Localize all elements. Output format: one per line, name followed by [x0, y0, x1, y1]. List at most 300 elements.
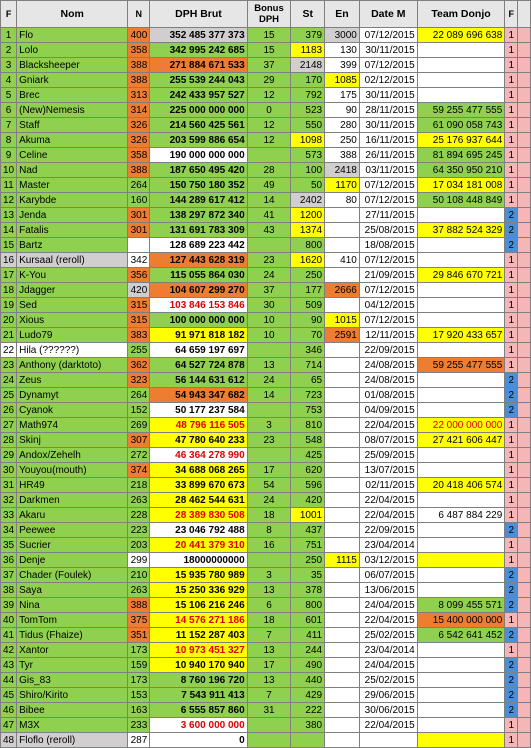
- cell-dph-brut[interactable]: 8 760 196 720: [150, 673, 247, 688]
- cell-team-donjon[interactable]: [417, 253, 505, 268]
- cell-team-donjon[interactable]: 61 090 058 743: [417, 118, 505, 133]
- cell-date[interactable]: 02/11/2015: [359, 478, 417, 493]
- cell-dph-brut[interactable]: 150 750 180 352: [150, 178, 247, 193]
- cell-date[interactable]: 07/12/2015: [359, 28, 417, 43]
- cell-st[interactable]: 244: [291, 643, 325, 658]
- cell-dph-brut[interactable]: 127 443 628 319: [150, 253, 247, 268]
- cell-name[interactable]: Ludo79: [17, 328, 128, 343]
- cell-en[interactable]: 250: [325, 133, 360, 148]
- cell-bonus-dph[interactable]: 14: [247, 193, 291, 208]
- cell-en[interactable]: 280: [325, 118, 360, 133]
- cell-rank[interactable]: 11: [1, 178, 17, 193]
- cell-team-donjon[interactable]: [417, 448, 505, 463]
- cell-faction[interactable]: 2: [505, 673, 518, 688]
- cell-level[interactable]: 163: [128, 703, 150, 718]
- cell-faction[interactable]: 1: [505, 163, 518, 178]
- cell-dph-brut[interactable]: 11 152 287 403: [150, 628, 247, 643]
- cell-date[interactable]: 24/08/2015: [359, 358, 417, 373]
- cell-date[interactable]: 25/02/2015: [359, 673, 417, 688]
- cell-name[interactable]: K-You: [17, 268, 128, 283]
- cell-rank[interactable]: 17: [1, 268, 17, 283]
- cell-faction[interactable]: 1: [505, 73, 518, 88]
- cell-level[interactable]: 374: [128, 463, 150, 478]
- cell-name[interactable]: Karybde: [17, 193, 128, 208]
- cell-st[interactable]: 379: [291, 28, 325, 43]
- cell-level[interactable]: 326: [128, 118, 150, 133]
- cell-level[interactable]: 272: [128, 448, 150, 463]
- cell-en[interactable]: [325, 238, 360, 253]
- cell-team-donjon[interactable]: 20 418 406 574: [417, 478, 505, 493]
- cell-st[interactable]: 1001: [291, 508, 325, 523]
- cell-rank[interactable]: 21: [1, 328, 17, 343]
- cell-team-donjon[interactable]: [417, 343, 505, 358]
- cell-rank[interactable]: 26: [1, 403, 17, 418]
- cell-extra[interactable]: [518, 268, 531, 283]
- cell-name[interactable]: Gis_83: [17, 673, 128, 688]
- cell-faction[interactable]: 1: [505, 283, 518, 298]
- cell-en[interactable]: [325, 403, 360, 418]
- cell-faction[interactable]: 2: [505, 598, 518, 613]
- cell-st[interactable]: 440: [291, 673, 325, 688]
- cell-name[interactable]: Jenda: [17, 208, 128, 223]
- cell-bonus-dph[interactable]: 29: [247, 73, 291, 88]
- cell-team-donjon[interactable]: [417, 403, 505, 418]
- cell-extra[interactable]: [518, 313, 531, 328]
- cell-st[interactable]: 800: [291, 238, 325, 253]
- cell-dph-brut[interactable]: 10 940 170 940: [150, 658, 247, 673]
- cell-faction[interactable]: 2: [505, 568, 518, 583]
- cell-team-donjon[interactable]: 29 846 670 721: [417, 268, 505, 283]
- cell-date[interactable]: 24/04/2015: [359, 598, 417, 613]
- cell-faction[interactable]: 1: [505, 718, 518, 733]
- cell-level[interactable]: 315: [128, 298, 150, 313]
- cell-extra[interactable]: [518, 73, 531, 88]
- cell-st[interactable]: 1620: [291, 253, 325, 268]
- cell-dph-brut[interactable]: 54 943 347 682: [150, 388, 247, 403]
- col-header-date[interactable]: Date M: [359, 1, 417, 28]
- cell-faction[interactable]: 1: [505, 298, 518, 313]
- cell-team-donjon[interactable]: [417, 313, 505, 328]
- cell-extra[interactable]: [518, 688, 531, 703]
- cell-en[interactable]: [325, 508, 360, 523]
- cell-date[interactable]: 22/04/2015: [359, 718, 417, 733]
- cell-st[interactable]: 250: [291, 268, 325, 283]
- cell-extra[interactable]: [518, 283, 531, 298]
- cell-extra[interactable]: [518, 613, 531, 628]
- cell-bonus-dph[interactable]: 18: [247, 613, 291, 628]
- cell-team-donjon[interactable]: [417, 673, 505, 688]
- cell-dph-brut[interactable]: 128 689 223 442: [150, 238, 247, 253]
- cell-rank[interactable]: 31: [1, 478, 17, 493]
- cell-bonus-dph[interactable]: [247, 343, 291, 358]
- cell-name[interactable]: (New)Nemesis: [17, 103, 128, 118]
- cell-bonus-dph[interactable]: 43: [247, 223, 291, 238]
- cell-rank[interactable]: 14: [1, 223, 17, 238]
- cell-faction[interactable]: 2: [505, 403, 518, 418]
- cell-date[interactable]: 03/12/2015: [359, 553, 417, 568]
- cell-faction[interactable]: 1: [505, 448, 518, 463]
- cell-name[interactable]: HR49: [17, 478, 128, 493]
- cell-date[interactable]: 30/06/2015: [359, 703, 417, 718]
- cell-faction[interactable]: 1: [505, 538, 518, 553]
- cell-en[interactable]: [325, 343, 360, 358]
- cell-rank[interactable]: 7: [1, 118, 17, 133]
- cell-rank[interactable]: 41: [1, 628, 17, 643]
- cell-en[interactable]: [325, 583, 360, 598]
- cell-team-donjon[interactable]: [417, 73, 505, 88]
- cell-st[interactable]: 800: [291, 598, 325, 613]
- col-header-nom[interactable]: Nom: [17, 1, 128, 28]
- cell-en[interactable]: [325, 643, 360, 658]
- cell-bonus-dph[interactable]: 41: [247, 208, 291, 223]
- cell-st[interactable]: 548: [291, 433, 325, 448]
- cell-dph-brut[interactable]: 242 433 957 527: [150, 88, 247, 103]
- cell-name[interactable]: Xious: [17, 313, 128, 328]
- cell-date[interactable]: 30/11/2015: [359, 118, 417, 133]
- cell-date[interactable]: 22/04/2015: [359, 613, 417, 628]
- cell-name[interactable]: Blacksheeper: [17, 58, 128, 73]
- cell-dph-brut[interactable]: 33 899 670 673: [150, 478, 247, 493]
- cell-name[interactable]: Jdagger: [17, 283, 128, 298]
- cell-en[interactable]: [325, 268, 360, 283]
- cell-bonus-dph[interactable]: 18: [247, 508, 291, 523]
- cell-st[interactable]: 380: [291, 718, 325, 733]
- cell-bonus-dph[interactable]: 23: [247, 433, 291, 448]
- cell-name[interactable]: Sed: [17, 298, 128, 313]
- cell-date[interactable]: 22/09/2015: [359, 523, 417, 538]
- cell-rank[interactable]: 4: [1, 73, 17, 88]
- cell-st[interactable]: 222: [291, 703, 325, 718]
- cell-date[interactable]: 07/12/2015: [359, 178, 417, 193]
- cell-name[interactable]: Bibee: [17, 703, 128, 718]
- cell-name[interactable]: Brec: [17, 88, 128, 103]
- cell-name[interactable]: Dynamyt: [17, 388, 128, 403]
- cell-extra[interactable]: [518, 523, 531, 538]
- cell-team-donjon[interactable]: 50 108 448 849: [417, 193, 505, 208]
- cell-bonus-dph[interactable]: 15: [247, 28, 291, 43]
- cell-faction[interactable]: 2: [505, 238, 518, 253]
- cell-level[interactable]: 307: [128, 433, 150, 448]
- cell-dph-brut[interactable]: 352 485 377 373: [150, 28, 247, 43]
- cell-date[interactable]: 22/04/2015: [359, 493, 417, 508]
- col-header-f2[interactable]: F: [505, 1, 518, 28]
- cell-faction[interactable]: 1: [505, 478, 518, 493]
- cell-level[interactable]: 388: [128, 58, 150, 73]
- cell-level[interactable]: 356: [128, 268, 150, 283]
- col-header-st[interactable]: St: [291, 1, 325, 28]
- cell-dph-brut[interactable]: 187 650 495 420: [150, 163, 247, 178]
- cell-bonus-dph[interactable]: 17: [247, 658, 291, 673]
- cell-en[interactable]: [325, 418, 360, 433]
- cell-extra[interactable]: [518, 658, 531, 673]
- cell-faction[interactable]: 1: [505, 118, 518, 133]
- cell-date[interactable]: 25/09/2015: [359, 448, 417, 463]
- cell-name[interactable]: Master: [17, 178, 128, 193]
- cell-level[interactable]: 218: [128, 478, 150, 493]
- cell-dph-brut[interactable]: 225 000 000 000: [150, 103, 247, 118]
- cell-rank[interactable]: 22: [1, 343, 17, 358]
- cell-team-donjon[interactable]: 22 000 000 000: [417, 418, 505, 433]
- cell-faction[interactable]: 1: [505, 313, 518, 328]
- cell-date[interactable]: 22/04/2015: [359, 418, 417, 433]
- cell-bonus-dph[interactable]: [247, 238, 291, 253]
- cell-team-donjon[interactable]: [417, 493, 505, 508]
- cell-en[interactable]: [325, 388, 360, 403]
- cell-extra[interactable]: [518, 733, 531, 748]
- cell-extra[interactable]: [518, 208, 531, 223]
- cell-name[interactable]: Xantor: [17, 643, 128, 658]
- cell-extra[interactable]: [518, 238, 531, 253]
- cell-faction[interactable]: 2: [505, 208, 518, 223]
- cell-en[interactable]: [325, 208, 360, 223]
- cell-level[interactable]: 323: [128, 373, 150, 388]
- cell-extra[interactable]: [518, 418, 531, 433]
- cell-rank[interactable]: 18: [1, 283, 17, 298]
- cell-bonus-dph[interactable]: 12: [247, 133, 291, 148]
- cell-rank[interactable]: 6: [1, 103, 17, 118]
- cell-team-donjon[interactable]: 59 255 477 555: [417, 103, 505, 118]
- cell-extra[interactable]: [518, 493, 531, 508]
- cell-date[interactable]: 30/11/2015: [359, 43, 417, 58]
- cell-dph-brut[interactable]: 64 659 197 697: [150, 343, 247, 358]
- cell-st[interactable]: 2148: [291, 58, 325, 73]
- cell-bonus-dph[interactable]: 37: [247, 283, 291, 298]
- cell-level[interactable]: 160: [128, 193, 150, 208]
- cell-level[interactable]: 315: [128, 313, 150, 328]
- cell-extra[interactable]: [518, 328, 531, 343]
- cell-team-donjon[interactable]: [417, 388, 505, 403]
- cell-rank[interactable]: 37: [1, 568, 17, 583]
- cell-level[interactable]: 358: [128, 43, 150, 58]
- cell-faction[interactable]: 2: [505, 523, 518, 538]
- cell-faction[interactable]: 2: [505, 658, 518, 673]
- cell-level[interactable]: 263: [128, 583, 150, 598]
- cell-dph-brut[interactable]: 103 846 153 846: [150, 298, 247, 313]
- cell-rank[interactable]: 13: [1, 208, 17, 223]
- cell-faction[interactable]: 1: [505, 43, 518, 58]
- cell-bonus-dph[interactable]: 24: [247, 373, 291, 388]
- cell-team-donjon[interactable]: [417, 208, 505, 223]
- cell-extra[interactable]: [518, 598, 531, 613]
- cell-rank[interactable]: 48: [1, 733, 17, 748]
- cell-level[interactable]: 228: [128, 508, 150, 523]
- cell-name[interactable]: Darkmen: [17, 493, 128, 508]
- cell-faction[interactable]: 1: [505, 343, 518, 358]
- cell-rank[interactable]: 10: [1, 163, 17, 178]
- cell-level[interactable]: 263: [128, 493, 150, 508]
- cell-name[interactable]: Chader (Foulek): [17, 568, 128, 583]
- cell-rank[interactable]: 28: [1, 433, 17, 448]
- cell-dph-brut[interactable]: 48 796 116 505: [150, 418, 247, 433]
- cell-st[interactable]: 723: [291, 388, 325, 403]
- cell-dph-brut[interactable]: 15 106 216 246: [150, 598, 247, 613]
- cell-dph-brut[interactable]: 20 441 379 310: [150, 538, 247, 553]
- cell-en[interactable]: 90: [325, 103, 360, 118]
- cell-name[interactable]: Peewee: [17, 523, 128, 538]
- cell-en[interactable]: [325, 688, 360, 703]
- cell-extra[interactable]: [518, 628, 531, 643]
- cell-st[interactable]: 437: [291, 523, 325, 538]
- cell-extra[interactable]: [518, 148, 531, 163]
- cell-extra[interactable]: [518, 163, 531, 178]
- cell-extra[interactable]: [518, 673, 531, 688]
- cell-date[interactable]: 12/11/2015: [359, 328, 417, 343]
- cell-name[interactable]: Fatalis: [17, 223, 128, 238]
- cell-level[interactable]: 159: [128, 658, 150, 673]
- cell-level[interactable]: 255: [128, 343, 150, 358]
- cell-bonus-dph[interactable]: 13: [247, 358, 291, 373]
- cell-date[interactable]: 28/11/2015: [359, 103, 417, 118]
- cell-faction[interactable]: 1: [505, 643, 518, 658]
- cell-team-donjon[interactable]: [417, 463, 505, 478]
- cell-en[interactable]: [325, 433, 360, 448]
- cell-date[interactable]: 04/09/2015: [359, 403, 417, 418]
- cell-faction[interactable]: 1: [505, 28, 518, 43]
- cell-bonus-dph[interactable]: 6: [247, 598, 291, 613]
- cell-dph-brut[interactable]: 0: [150, 733, 247, 748]
- cell-name[interactable]: TomTom: [17, 613, 128, 628]
- cell-name[interactable]: Math974: [17, 418, 128, 433]
- cell-faction[interactable]: 1: [505, 433, 518, 448]
- cell-team-donjon[interactable]: [417, 238, 505, 253]
- cell-rank[interactable]: 40: [1, 613, 17, 628]
- cell-rank[interactable]: 27: [1, 418, 17, 433]
- cell-bonus-dph[interactable]: 30: [247, 298, 291, 313]
- cell-bonus-dph[interactable]: 24: [247, 268, 291, 283]
- cell-bonus-dph[interactable]: 28: [247, 163, 291, 178]
- cell-st[interactable]: 523: [291, 103, 325, 118]
- cell-dph-brut[interactable]: 47 780 640 233: [150, 433, 247, 448]
- cell-team-donjon[interactable]: [417, 658, 505, 673]
- cell-faction[interactable]: 2: [505, 583, 518, 598]
- cell-faction[interactable]: 1: [505, 193, 518, 208]
- cell-team-donjon[interactable]: [417, 43, 505, 58]
- cell-level[interactable]: 314: [128, 103, 150, 118]
- cell-dph-brut[interactable]: 56 144 631 612: [150, 373, 247, 388]
- cell-rank[interactable]: 45: [1, 688, 17, 703]
- cell-extra[interactable]: [518, 88, 531, 103]
- cell-dph-brut[interactable]: 14 576 271 186: [150, 613, 247, 628]
- cell-date[interactable]: 07/12/2015: [359, 253, 417, 268]
- cell-en[interactable]: [325, 223, 360, 238]
- cell-en[interactable]: 130: [325, 43, 360, 58]
- cell-date[interactable]: 22/09/2015: [359, 343, 417, 358]
- cell-dph-brut[interactable]: 7 543 911 413: [150, 688, 247, 703]
- cell-st[interactable]: 70: [291, 328, 325, 343]
- cell-extra[interactable]: [518, 298, 531, 313]
- cell-team-donjon[interactable]: [417, 58, 505, 73]
- cell-extra[interactable]: [518, 388, 531, 403]
- cell-faction[interactable]: 1: [505, 103, 518, 118]
- cell-level[interactable]: 173: [128, 643, 150, 658]
- cell-extra[interactable]: [518, 538, 531, 553]
- cell-st[interactable]: 550: [291, 118, 325, 133]
- cell-level[interactable]: 342: [128, 253, 150, 268]
- cell-extra[interactable]: [518, 433, 531, 448]
- cell-extra[interactable]: [518, 463, 531, 478]
- cell-faction[interactable]: 1: [505, 328, 518, 343]
- cell-faction[interactable]: 1: [505, 253, 518, 268]
- cell-bonus-dph[interactable]: 15: [247, 43, 291, 58]
- cell-extra[interactable]: [518, 178, 531, 193]
- cell-faction[interactable]: 1: [505, 358, 518, 373]
- cell-team-donjon[interactable]: 59 255 477 555: [417, 358, 505, 373]
- cell-extra[interactable]: [518, 133, 531, 148]
- cell-bonus-dph[interactable]: 3: [247, 568, 291, 583]
- cell-date[interactable]: 24/08/2015: [359, 373, 417, 388]
- cell-level[interactable]: 233: [128, 718, 150, 733]
- cell-bonus-dph[interactable]: 7: [247, 628, 291, 643]
- cell-level[interactable]: 173: [128, 673, 150, 688]
- cell-name[interactable]: Nad: [17, 163, 128, 178]
- cell-faction[interactable]: 2: [505, 373, 518, 388]
- cell-dph-brut[interactable]: 15 935 780 989: [150, 568, 247, 583]
- cell-team-donjon[interactable]: 17 034 181 008: [417, 178, 505, 193]
- cell-date[interactable]: 23/04/2014: [359, 643, 417, 658]
- cell-extra[interactable]: [518, 643, 531, 658]
- cell-rank[interactable]: 25: [1, 388, 17, 403]
- cell-faction[interactable]: 1: [505, 178, 518, 193]
- cell-name[interactable]: Hila (??????): [17, 343, 128, 358]
- cell-faction[interactable]: 1: [505, 133, 518, 148]
- cell-faction[interactable]: 1: [505, 88, 518, 103]
- cell-faction[interactable]: 1: [505, 148, 518, 163]
- cell-level[interactable]: 264: [128, 178, 150, 193]
- cell-rank[interactable]: 5: [1, 88, 17, 103]
- cell-level[interactable]: 383: [128, 328, 150, 343]
- cell-bonus-dph[interactable]: 10: [247, 313, 291, 328]
- cell-st[interactable]: 429: [291, 688, 325, 703]
- cell-date[interactable]: 23/04/2014: [359, 538, 417, 553]
- cell-date[interactable]: 03/11/2015: [359, 163, 417, 178]
- cell-team-donjon[interactable]: [417, 553, 505, 568]
- cell-date[interactable]: 06/07/2015: [359, 568, 417, 583]
- cell-date[interactable]: 07/12/2015: [359, 283, 417, 298]
- cell-st[interactable]: 596: [291, 478, 325, 493]
- cell-st[interactable]: 90: [291, 313, 325, 328]
- cell-rank[interactable]: 8: [1, 133, 17, 148]
- cell-en[interactable]: 1015: [325, 313, 360, 328]
- cell-rank[interactable]: 23: [1, 358, 17, 373]
- cell-st[interactable]: 751: [291, 538, 325, 553]
- cell-en[interactable]: 80: [325, 193, 360, 208]
- cell-extra[interactable]: [518, 478, 531, 493]
- cell-en[interactable]: [325, 718, 360, 733]
- cell-level[interactable]: 388: [128, 73, 150, 88]
- cell-st[interactable]: 378: [291, 583, 325, 598]
- cell-name[interactable]: Sucrier: [17, 538, 128, 553]
- cell-date[interactable]: 01/08/2015: [359, 388, 417, 403]
- cell-date[interactable]: 02/12/2015: [359, 73, 417, 88]
- cell-rank[interactable]: 1: [1, 28, 17, 43]
- col-header-n[interactable]: N: [128, 1, 150, 28]
- cell-en[interactable]: [325, 733, 360, 748]
- cell-date[interactable]: 21/09/2015: [359, 268, 417, 283]
- cell-extra[interactable]: [518, 343, 531, 358]
- cell-st[interactable]: 170: [291, 73, 325, 88]
- cell-st[interactable]: 601: [291, 613, 325, 628]
- cell-team-donjon[interactable]: 6 487 884 229: [417, 508, 505, 523]
- cell-date[interactable]: 07/12/2015: [359, 58, 417, 73]
- cell-st[interactable]: 714: [291, 358, 325, 373]
- cell-date[interactable]: 13/06/2015: [359, 583, 417, 598]
- cell-bonus-dph[interactable]: 7: [247, 688, 291, 703]
- cell-en[interactable]: [325, 478, 360, 493]
- cell-dph-brut[interactable]: 131 691 783 309: [150, 223, 247, 238]
- cell-name[interactable]: Flo: [17, 28, 128, 43]
- col-header-bonus-dph[interactable]: Bonus DPH: [247, 1, 291, 28]
- cell-en[interactable]: 2418: [325, 163, 360, 178]
